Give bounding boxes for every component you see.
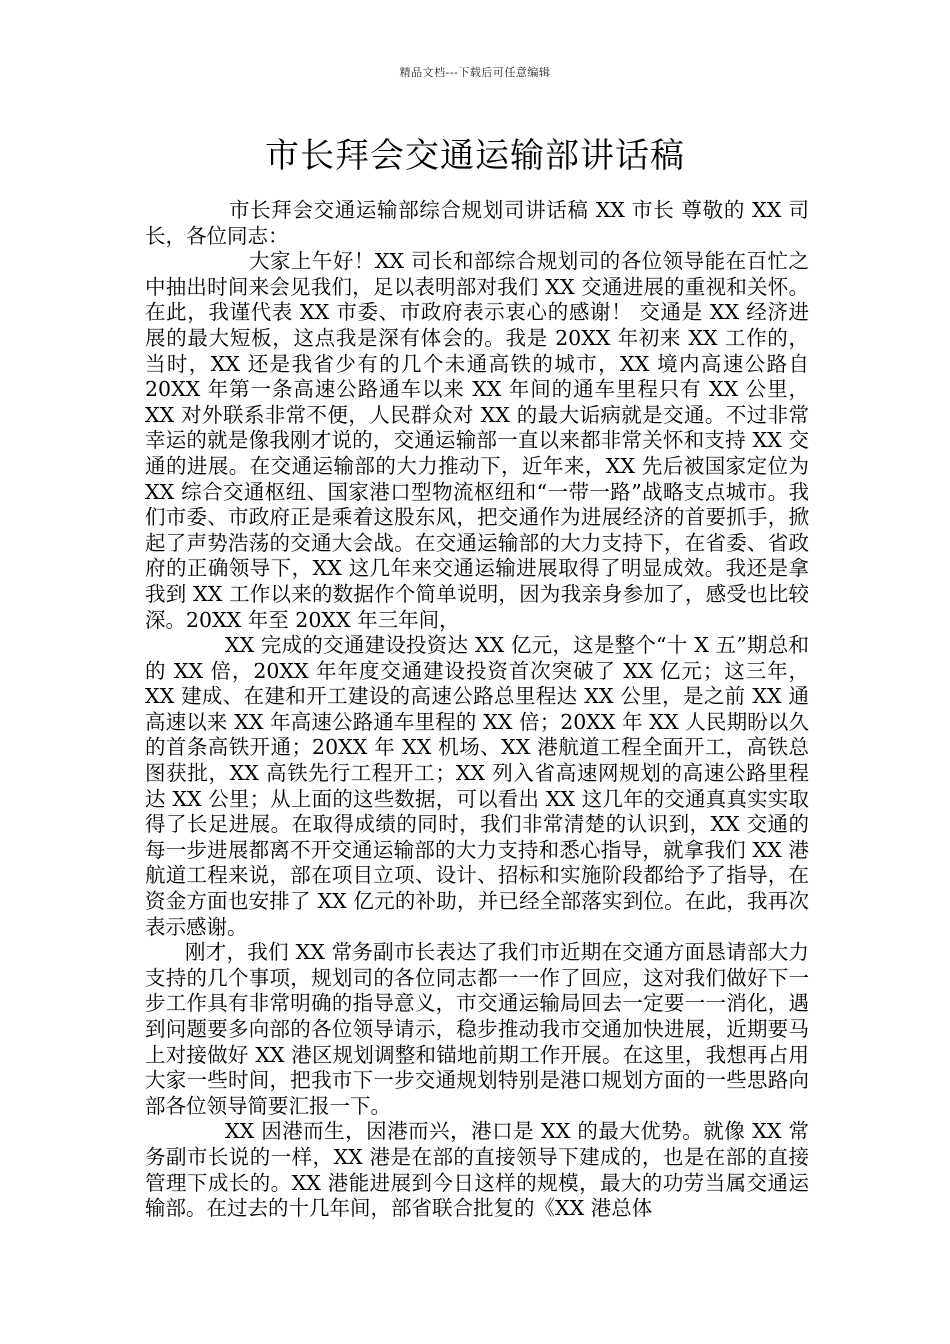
document-body: [145, 198, 809, 1222]
paragraph-intro: 市长拜会交通运输部综合规划司讲话稿 XX 市长 尊敬的 XX 司长，各位同志：: [145, 198, 809, 248]
document-title: 市长拜会交通运输部讲话稿: [265, 136, 685, 176]
paragraph-port: XX 因港而生，因港而兴，港口是 XX 的最大优势。就像 XX 常务副市长说的一样，XX 港是在部的直接领导下建成的，也是在部的直接管理下成长的。XX 港能进展到今日这样的规模，最大的功劳当属交通运输部。在过去的十几年间，部省联合批复的《XX 港总体: [145, 1119, 809, 1221]
paragraph-achievements: XX 完成的交通建设投资达 XX 亿元，这是整个“十 X 五”期总和的 XX 倍，20XX 年年度交通建设投资首次突破了 XX 亿元；这三年，XX 建成、在建和开工建设的高速公路总里程达 XX 公里，是之前 XX 通高速以来 XX 年高速公路通车里程的 XX 倍；20XX 年 XX 人民期盼以久的首条高铁开通；20XX 年 XX 机场、XX 港航道工程全面开工，高铁总图获批，XX 高铁先行工程开工；XX 列入省高速网规划的高速公路里程达 XX 公里；从上面的这些数据，可以看出 XX 这几年的交通真真实实取得了长足进展。在取得成绩的同时，我们非常清楚的认识到，XX 交通的每一步进展都离不开交通运输部的大力支持和悉心指导，就拿我们 XX 港航道工程来说，部在项目立项、设计、招标和实施阶段都给予了指导，在资金方面也安排了 XX 亿元的补助，并已经全部落实到位。在此，我再次表示感谢。: [145, 633, 809, 939]
header-note: 精品文档---下载后可任意编辑: [399, 66, 551, 79]
paragraph-greeting: 大家上午好！XX 司长和部综合规划司的各位领导能在百忙之中抽出时间来会见我们，足以表明部对我们 XX 交通进展的重视和关怀。在此，我谨代表 XX 市委、市政府表示衷心的感谢！ 交通是 XX 经济进展的最大短板，这点我是深有体会的。我是 20XX 年初来 XX 工作的，当时，XX 还是我省少有的几个未通高铁的城市，XX 境内高速公路自 20XX 年第一条高速公路通车以来 XX 年间的通车里程只有 XX 公里，XX 对外联系非常不便，人民群众对 XX 的最大诟病就是交通。不过非常幸运的就是像我刚才说的，交通运输部一直以来都非常关怀和支持 XX 交通的进展。在交通运输部的大力推动下，近年来，XX 先后被国家定位为 XX 综合交通枢纽、国家港口型物流枢纽和“一带一路”战略支点城市。我们市委、市政府正是乘着这股东风，把交通作为进展经济的首要抓手，掀起了声势浩荡的交通大会战。在交通运输部的大力支持下，在省委、省政府的正确领导下，XX 这几年来交通运输进展取得了明显成效。我还是拿我到 XX 工作以来的数据作个简单说明，因为我亲身参加了，感受也比较深。20XX 年至 20XX 年三年间，: [145, 249, 809, 632]
paragraph-requests: 刚才，我们 XX 常务副市长表达了我们市近期在交通方面恳请部大力支持的几个事项，规划司的各位同志都一一作了回应，这对我们做好下一步工作具有非常明确的指导意义，市交通运输局回去一定要一一消化，遇到问题要多向部的各位领导请示，稳步推动我市交通加快进展，近期要马上对接做好 XX 港区规划调整和锚地前期工作开展。在这里，我想再占用大家一些时间，把我市下一步交通规划特别是港口规划方面的一些思路向部各位领导简要汇报一下。: [145, 940, 809, 1118]
